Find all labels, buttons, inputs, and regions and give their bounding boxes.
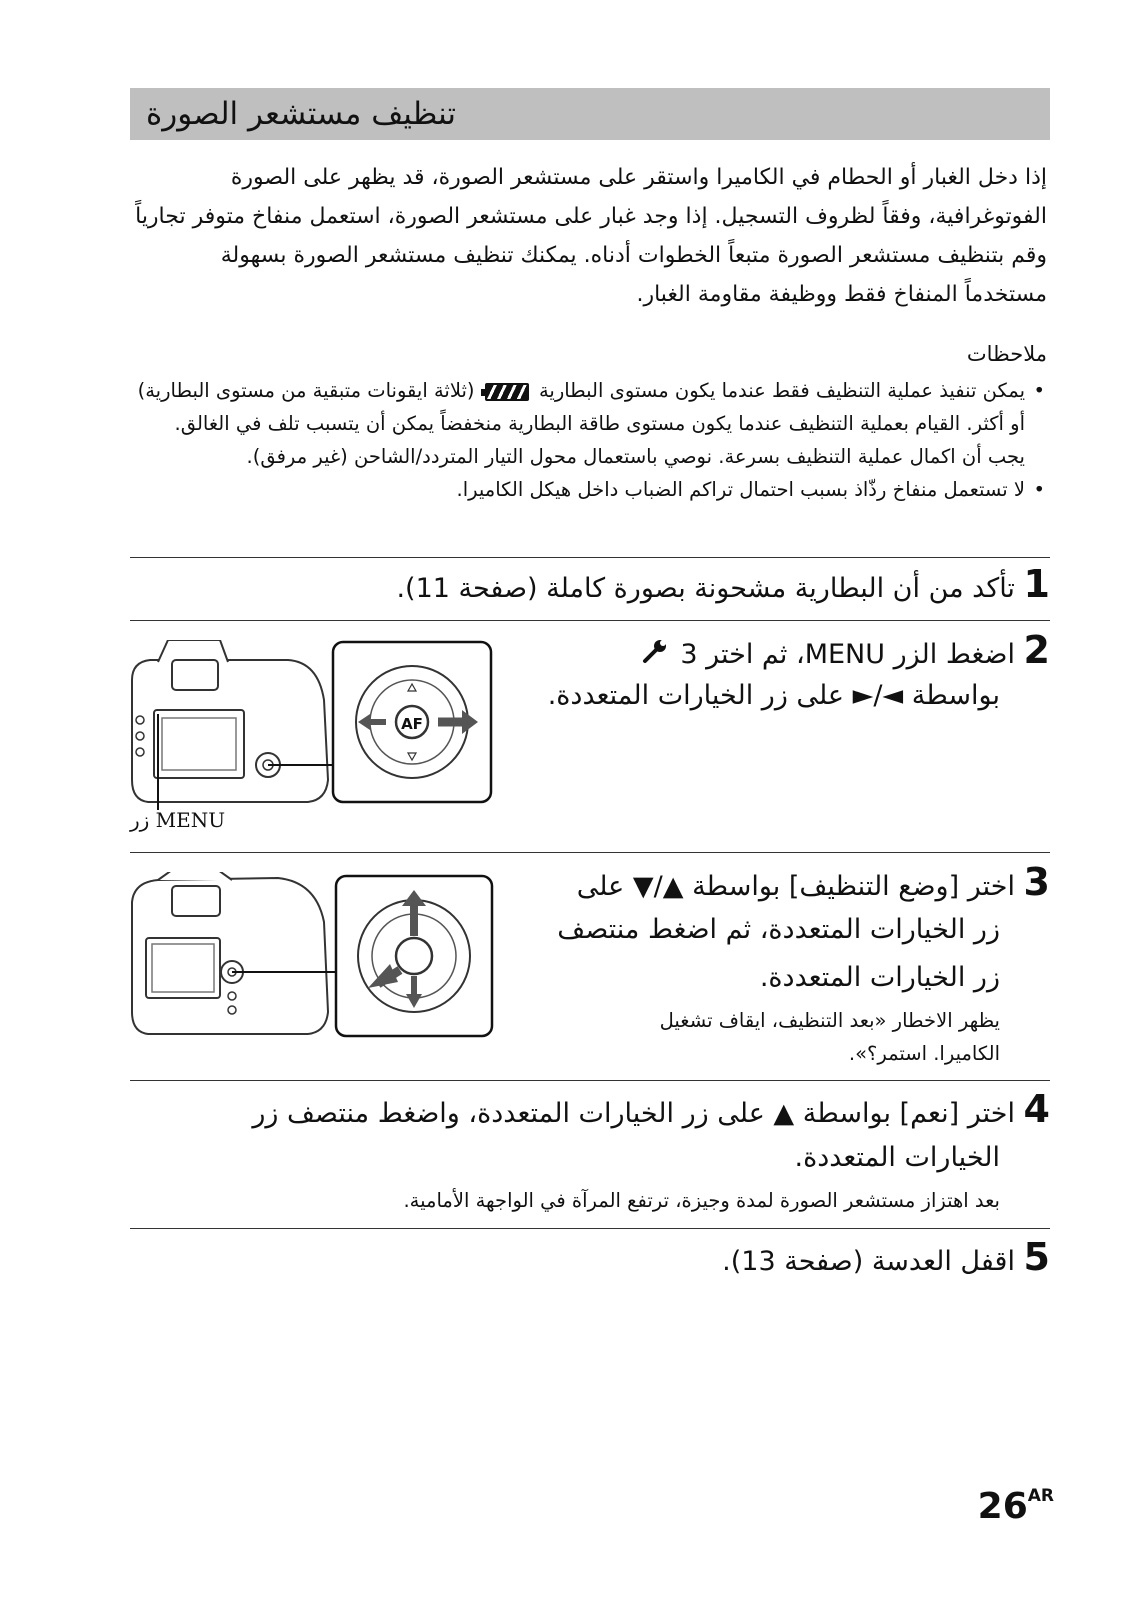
step-number: 4 [1023,1087,1050,1131]
step-3-line-2: زر الخيارات المتعددة، ثم اضغط منتصف [557,914,1000,945]
step-2-line-2: بواسطة ◄/► على زر الخيارات المتعددة. [547,680,1000,711]
notes-title: ملاحظات [966,342,1047,366]
step-4-line-1: 4 اختر [نعم] بواسطة ▲ على زر الخيارات المتعددة، واضغط منتصف زر [252,1087,1050,1131]
wrench-icon [642,634,668,678]
intro-paragraph: إذا دخل الغبار أو الحطام في الكاميرا واستقر على مستشعر الصورة، قد يظهر على الصورة الفوتوغرافية، وفقاً لظروف التسجيل. إذا وجد غبار على مستشعر الصورة، استعمل منفاخ متوفر تجارياً وقم بتنظيف مستشعر الصورة متبعاً الخطوات أدناه. يمكنك تنظيف مستشعر الصورة بسهولة مستخدماً المنفاخ فقط ووظيفة مقاومة الغبار. [135,165,1047,307]
section-title: تنظيف مستشعر الصورة [146,96,457,132]
note-item-blower: • لا تستعمل منفاخ رذّاذ بسبب احتمال تراكم الضباب داخل هيكل الكاميرا. [135,473,1047,506]
camera-back-menu-figure [128,640,498,810]
notes-list [135,374,1047,506]
step-text: تأكد من أن البطارية مشحونة بصورة كاملة (صفحة 11). [396,573,1015,604]
section-header [130,88,1050,140]
camera-back-selector-figure [128,872,498,1042]
step-number: 5 [1023,1235,1050,1279]
step-number: 2 [1023,628,1050,672]
svg-text:AF: AF [401,715,423,733]
step-text: اقفل العدسة (صفحة 13). [722,1246,1015,1277]
step-3-sub-1: يظهر الاخطار «بعد التنظيف، ايقاف تشغيل [659,1009,1000,1032]
step-number: 3 [1023,860,1050,904]
step-3-sub-2: الكاميرا. استمر؟». [848,1042,1000,1065]
battery-level-icon [485,383,529,401]
menu-button-caption: زر MENU [130,808,226,832]
divider [130,557,1050,558]
step-4-sub: بعد اهتزاز مستشعر الصورة لمدة وجيزة، ترتفع المرآة في الواجهة الأمامية. [403,1189,1000,1212]
step-1 [130,562,1050,611]
note-item-battery: • يمكن تنفيذ عملية التنظيف فقط عندما يكون مستوى البطارية (ثلاثة ايقونات متبقية من مستوى البطارية) أو أكثر. القيام بعملية التنظيف عندما يكون مستوى طاقة البطارية منخفضاً يمكن أن يتسبب تلف في الغالق. يجب أن اكمال عملية التنظيف بسرعة. نوصي باستعمال محول التيار المتردد/الشاحن (غير مرفق). [135,374,1047,473]
divider [130,1228,1050,1229]
divider [130,620,1050,621]
step-2-line-1: 2 اضغط الزر MENU، ثم اختر 3 [510,628,1050,678]
page-number: $26^{AR}$ [977,1486,1054,1527]
step-3-line-1: 3 اختر [وضع التنظيف] بواسطة ▲/▼ على [576,860,1050,904]
divider [130,852,1050,853]
step-4-line-2: الخيارات المتعددة. [794,1142,1000,1173]
step-number: 1 [1023,562,1050,606]
step-5 [130,1235,1050,1284]
step-3-line-3: زر الخيارات المتعددة. [759,962,1000,993]
divider [130,1080,1050,1081]
